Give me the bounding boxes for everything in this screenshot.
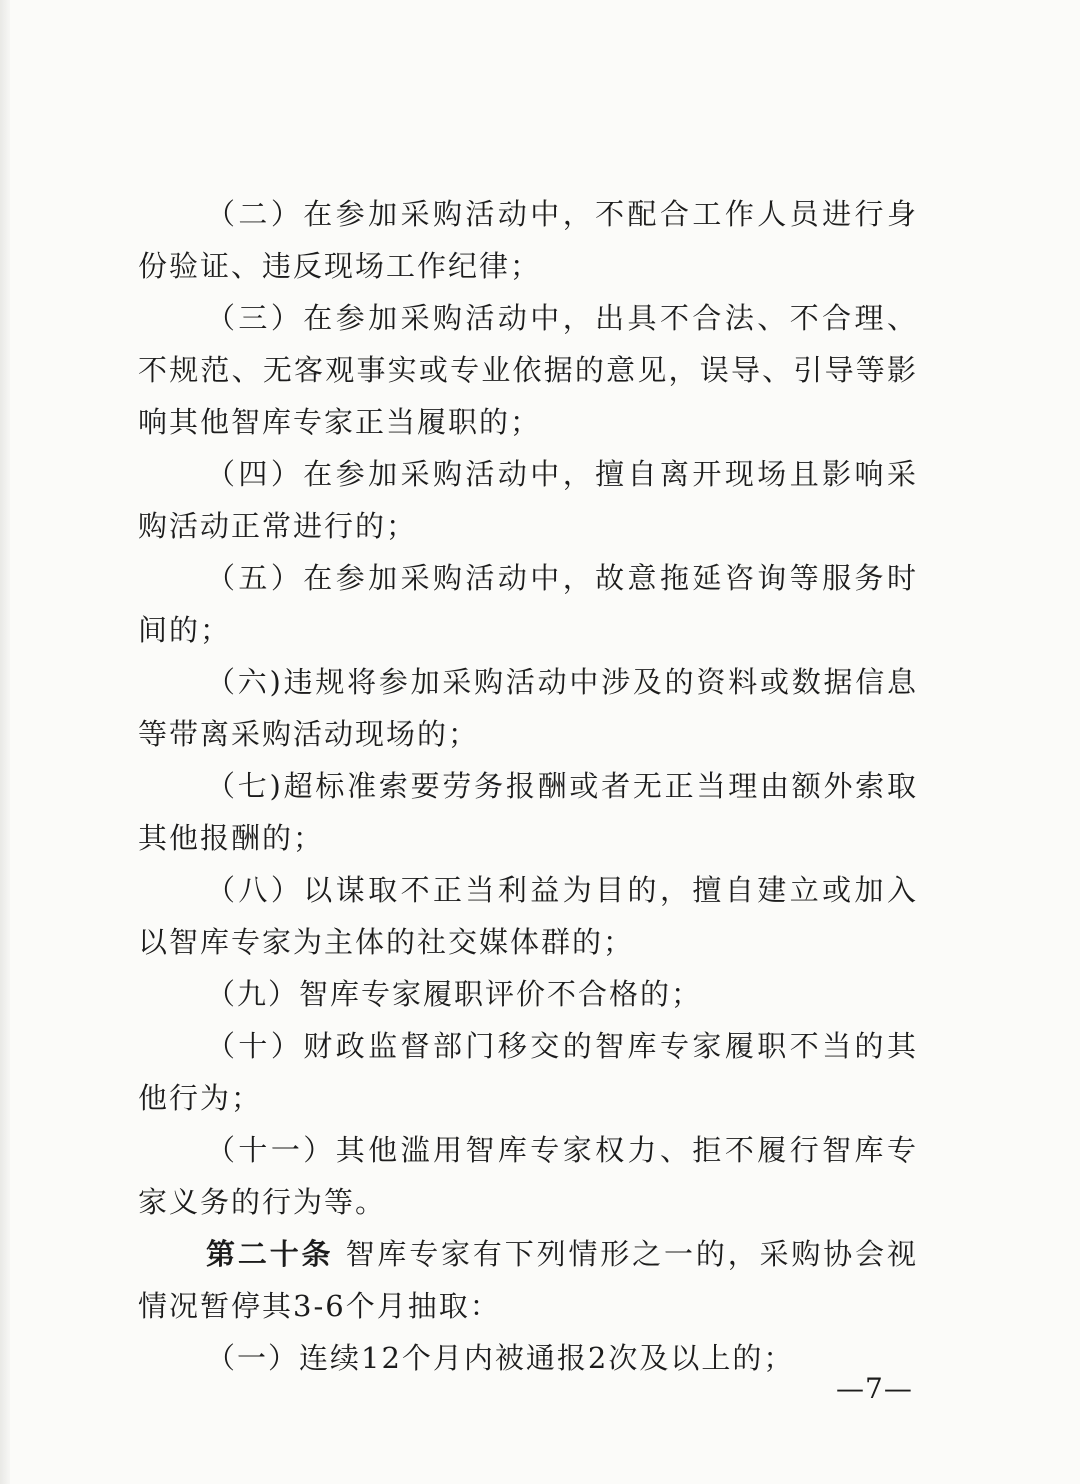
paragraph-item-7: （七)超标准索要劳务报酬或者无正当理由额外索取其他报酬的； — [138, 769, 918, 855]
paragraph-article-20-item-1: （一）连续12个月内被通报2次及以上的； — [206, 1341, 795, 1375]
paragraph-item-6: （六)违规将参加采购活动中涉及的资料或数据信息等带离采购活动现场的； — [138, 665, 918, 751]
paragraph-item-5: （五）在参加采购活动中，故意拖延咨询等服务时间的； — [138, 561, 918, 647]
document-body — [138, 188, 918, 1384]
article-20-heading: 第二十条 — [206, 1237, 334, 1271]
article-20-text: 智库专家有下列情形之一的，采购协会视情况暂停其3-6个月抽取： — [138, 1237, 918, 1323]
paragraph-item-8: （八）以谋取不正当利益为目的，擅自建立或加入以智库专家为主体的社交媒体群的； — [138, 873, 918, 959]
paragraph-item-10: （十）财政监督部门移交的智库专家履职不当的其他行为； — [138, 1029, 918, 1115]
paragraph-item-9: （九）智库专家履职评价不合格的； — [206, 977, 703, 1011]
paragraph-item-2: （二）在参加采购活动中，不配合工作人员进行身份验证、违反现场工作纪律； — [138, 197, 918, 283]
article-20-paragraph — [138, 1228, 918, 1332]
page-edge — [0, 0, 10, 1484]
page-number: —7— — [836, 1372, 913, 1405]
paragraph-item-3: （三）在参加采购活动中，出具不合法、不合理、不规范、无客观事实或专业依据的意见，误导、引导等影响其他智库专家正当履职的； — [138, 301, 918, 439]
paragraph-item-11: （十一）其他滥用智库专家权力、拒不履行智库专家义务的行为等。 — [138, 1133, 918, 1219]
paragraph-item-4: （四）在参加采购活动中，擅自离开现场且影响采购活动正常进行的； — [138, 457, 918, 543]
